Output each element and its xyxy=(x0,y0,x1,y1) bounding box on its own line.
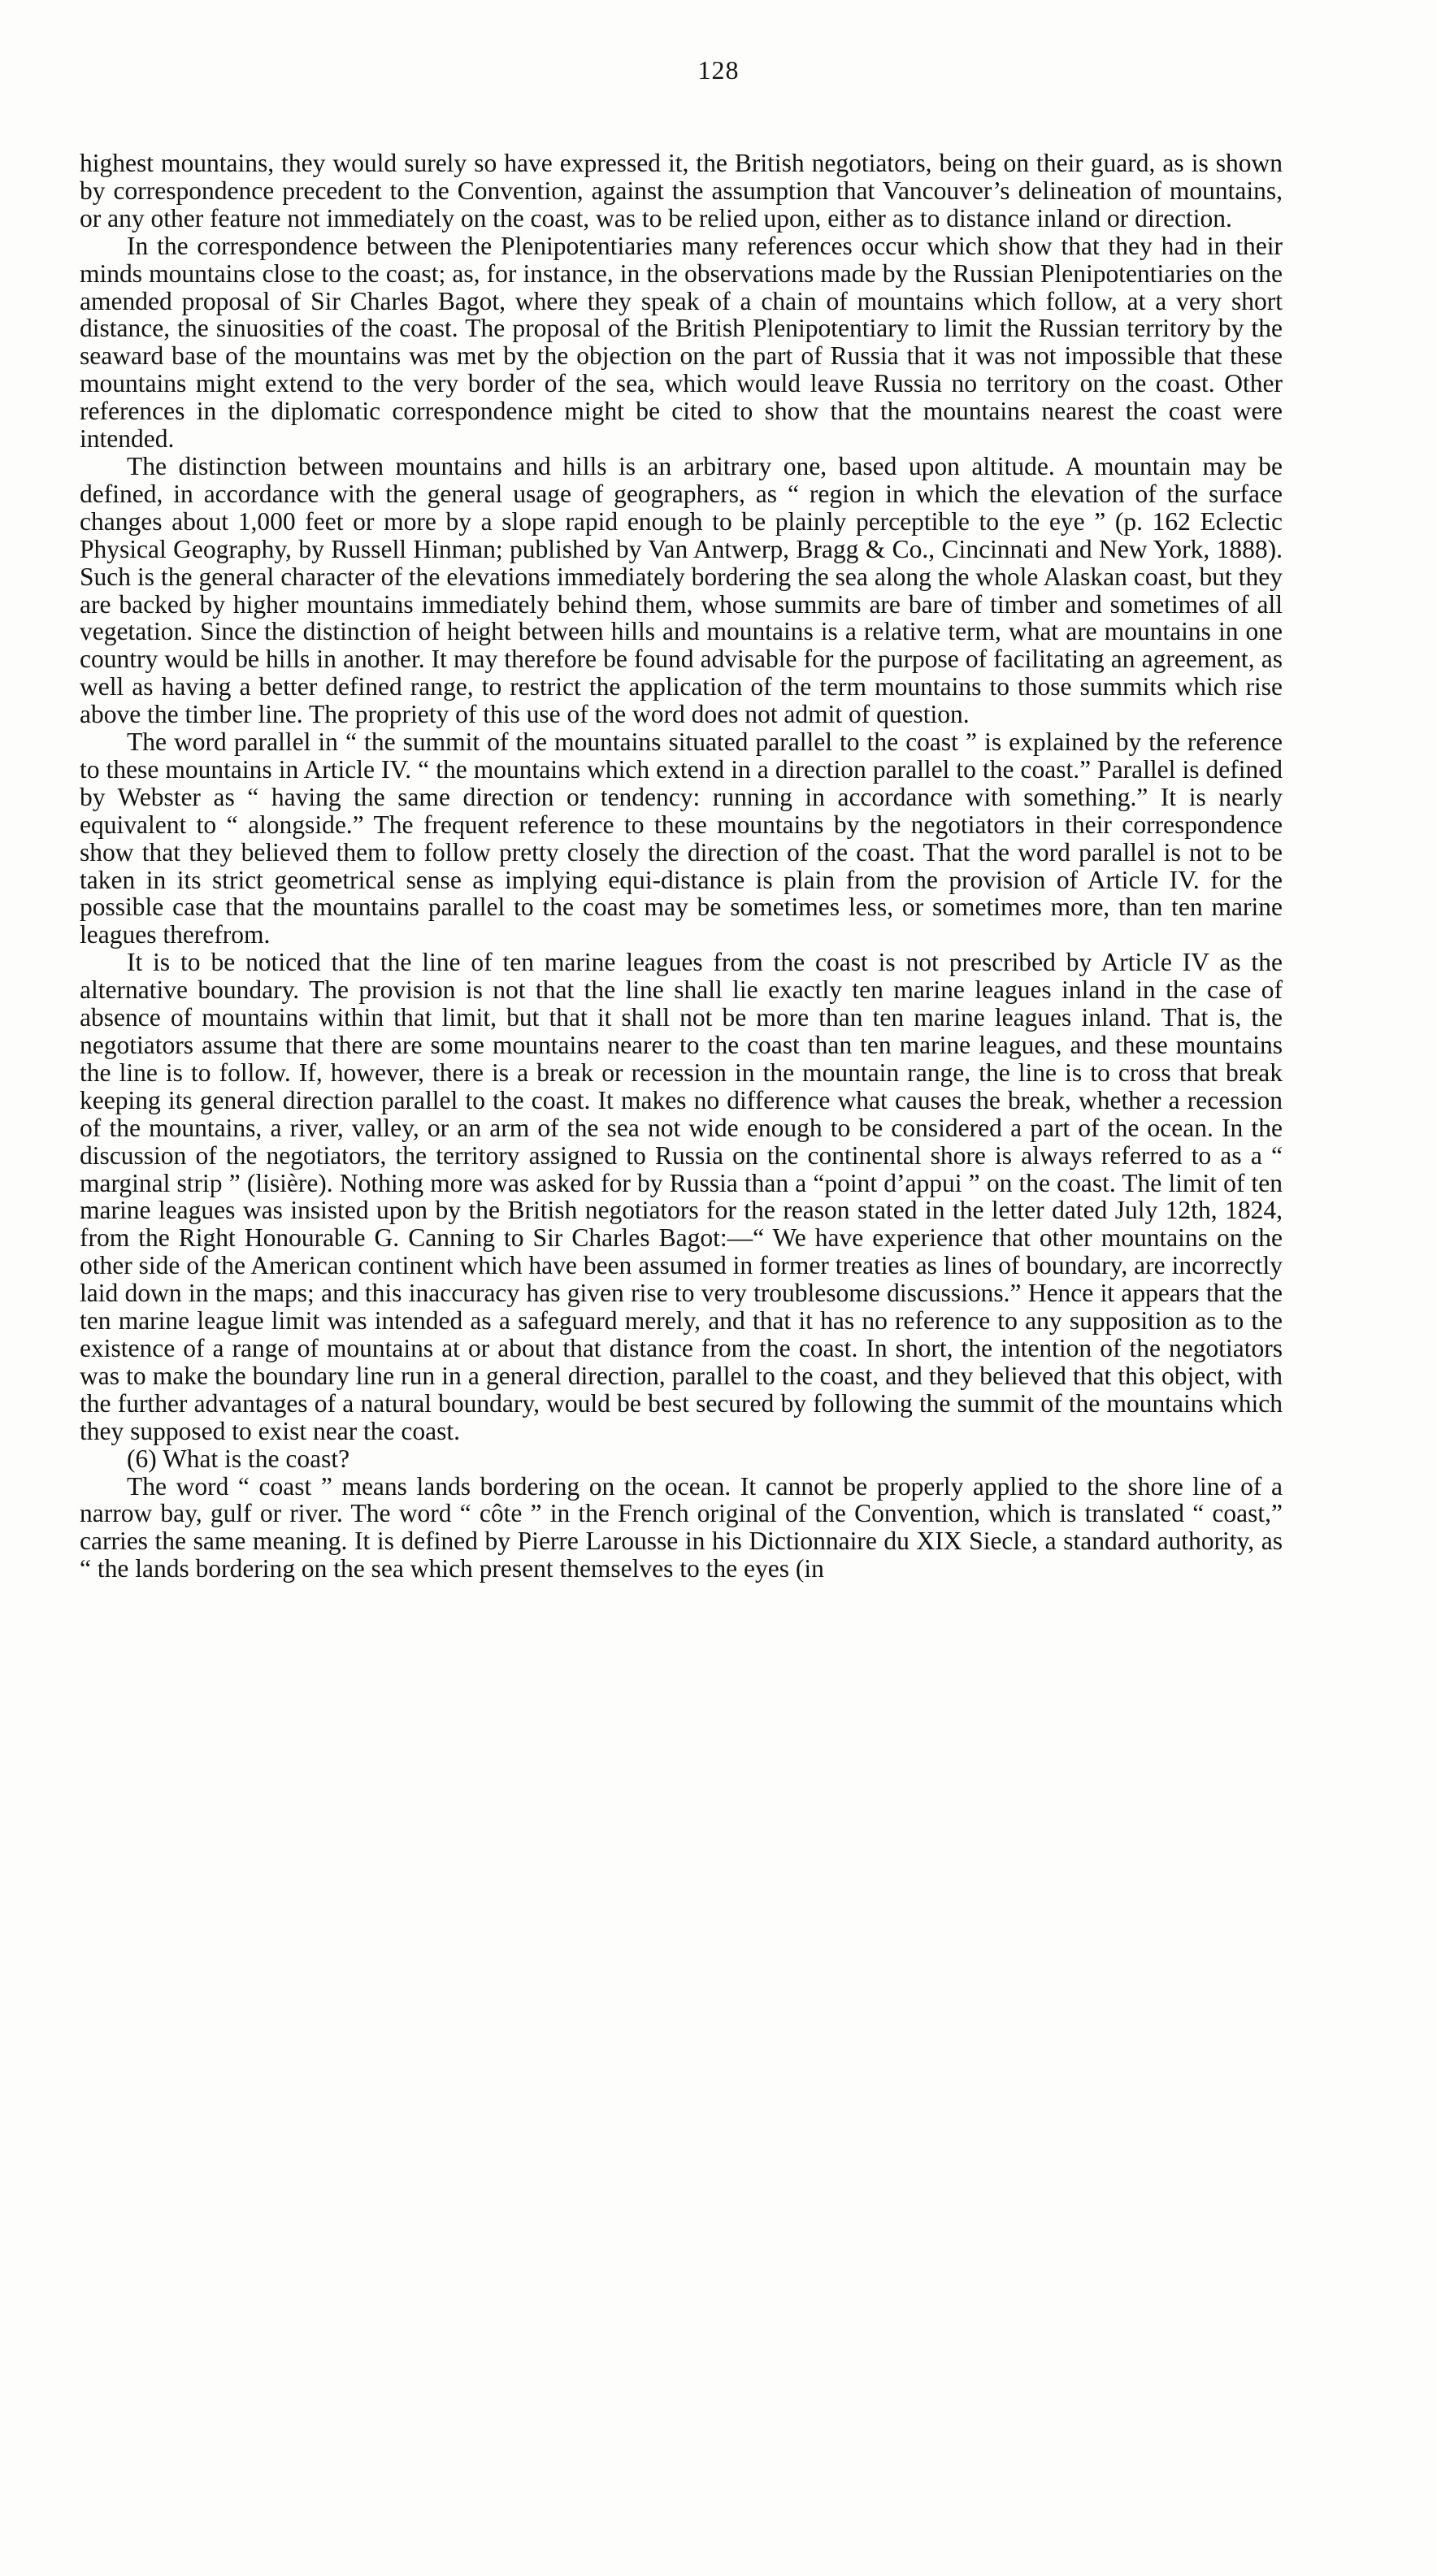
paragraph-coast-definition: The word “ coast ” means lands bordering on the ocean. It cannot be properly applied to the shore line of a narrow bay, gulf or river. The word “ côte ” in the French original of the Convention, which is translated “ coast,” carries the same meaning. It is defined by Pierre Larousse in his Dictionnaire du XIX Siecle, a standard authority, as “ the lands bordering on the sea which present themselves to the eyes (in xyxy=(80,1471,1283,1583)
paragraph-parallel: The word parallel in “ the summit of the mountains situated parallel to the coast ” is explained by the reference to these mountains in Article IV. “ the mountains which extend in a direction parallel to the coast.” Parallel is defined by Webster as “ having the same direction or tendency: running in accordance with something.” It is nearly equivalent to “ alongside.” The frequent reference to these mountains by the negotiators in their correspondence show that they believed them to follow pretty closely the direction of the coast. That the word parallel is not to be taken in its strict geometrical sense as implying equi-distance is plain from the provision of Article IV. for the possible case that the mountains parallel to the coast may be sometimes less, or sometimes more, than ten marine leagues therefrom. xyxy=(80,728,1283,949)
page-number: 128 xyxy=(697,55,740,85)
paragraph-ten-leagues: It is to be noticed that the line of ten marine leagues from the coast is not prescribed by Article IV as the alternative boundary. The provision is not that the line shall lie exactly ten marine leagues inland in the case of absence of mountains within that limit, but that it shall not be more than ten marine leagues inland. That is, the negotiators assume that there are some mountains nearer to the coast than ten marine leagues, and these mountains the line is to follow. If, however, there is a break or recession in the mountain range, the line is to cross that break keeping its general direction parallel to the coast. It makes no difference what causes the break, whether a recession of the mountains, a river, valley, or an arm of the sea not wide enough to be considered a part of the ocean. In the discussion of the negotiators, the territory assigned to Russia on the continental shore is always referred to as a “ marginal strip ” (lisière). Nothing more was asked for by Russia than a “point d’appui ” on the coast. The limit of ten marine leagues was insisted upon by the British negotiators for the reason stated in the letter dated July 12th, 1824, from the Right Honourable G. Canning to Sir Charles Bagot:—“ We have experience that other mountains on the other side of the American continent which have been assumed in former treaties as lines of boundary, are incorrectly laid down in the maps; and this inaccuracy has given rise to very troublesome discussions.” Hence it appears that the ten marine league limit was intended as a safeguard merely, and that it has no reference to any supposition as to the existence of a range of mountains at or about that distance from the coast. In short, the intention of the negotiators was to make the boundary line run in a general direction, parallel to the coast, and they believed that this object, with the further advantages of a natural boundary, would be best secured by following the summit of the mountains which they supposed to exist near the coast. xyxy=(80,948,1283,1445)
paragraph-continuation: highest mountains, they would surely so have expressed it, the British negotiators, being on their guard, as is shown by correspondence precedent to the Convention, against the assumption that Vancouver’s delineation of mountains, or any other feature not immediately on the coast, was to be relied upon, either as to distance inland or direction. xyxy=(80,149,1283,232)
paragraph-correspondence: In the correspondence between the Plenipotentiaries many references occur which show that they had in their minds mountains close to the coast; as, for instance, in the observations made by the Russian Plenipotentiaries on the amended proposal of Sir Charles Bagot, where they speak of a chain of mountains which follow, at a very short distance, the sinuosities of the coast. The proposal of the British Plenipotentiary to limit the Russian territory by the seaward base of the mountains was met by the objection on the part of Russia that it was not impossible that these mountains might extend to the very border of the sea, which would leave Russia no territory on the coast. Other references in the diplomatic correspondence might be cited to show that the mountains nearest the coast were intended. xyxy=(80,231,1283,454)
paragraph-mountains-hills: The distinction between mountains and hills is an arbitrary one, based upon altitude. A mountain may be defined, in accordance with the general usage of geographers, as “ region in which the elevation of the surface changes about 1,000 feet or more by a slope rapid enough to be plainly perceptible to the eye ” (p. 162 Eclectic Physical Geography, by Russell Hinman; published by Van Antwerp, Bragg & Co., Cincinnati and New York, 1888). Such is the general character of the elevations immediately bordering the sea along the whole Alaskan coast, but they are backed by higher mountains immediately behind them, whose summits are bare of timber and sometimes of all vegetation. Since the distinction of height between hills and mountains is a relative term, what are mountains in one country would be hills in another. It may therefore be found advisable for the purpose of facilitating an agreement, as well as having a better defined range, to restrict the application of the term mountains to those summits which rise above the timber line. The propriety of this use of the word does not admit of question. xyxy=(80,451,1283,729)
section-heading-coast: (6) What is the coast? xyxy=(127,1444,350,1473)
document-body xyxy=(80,150,1283,1583)
